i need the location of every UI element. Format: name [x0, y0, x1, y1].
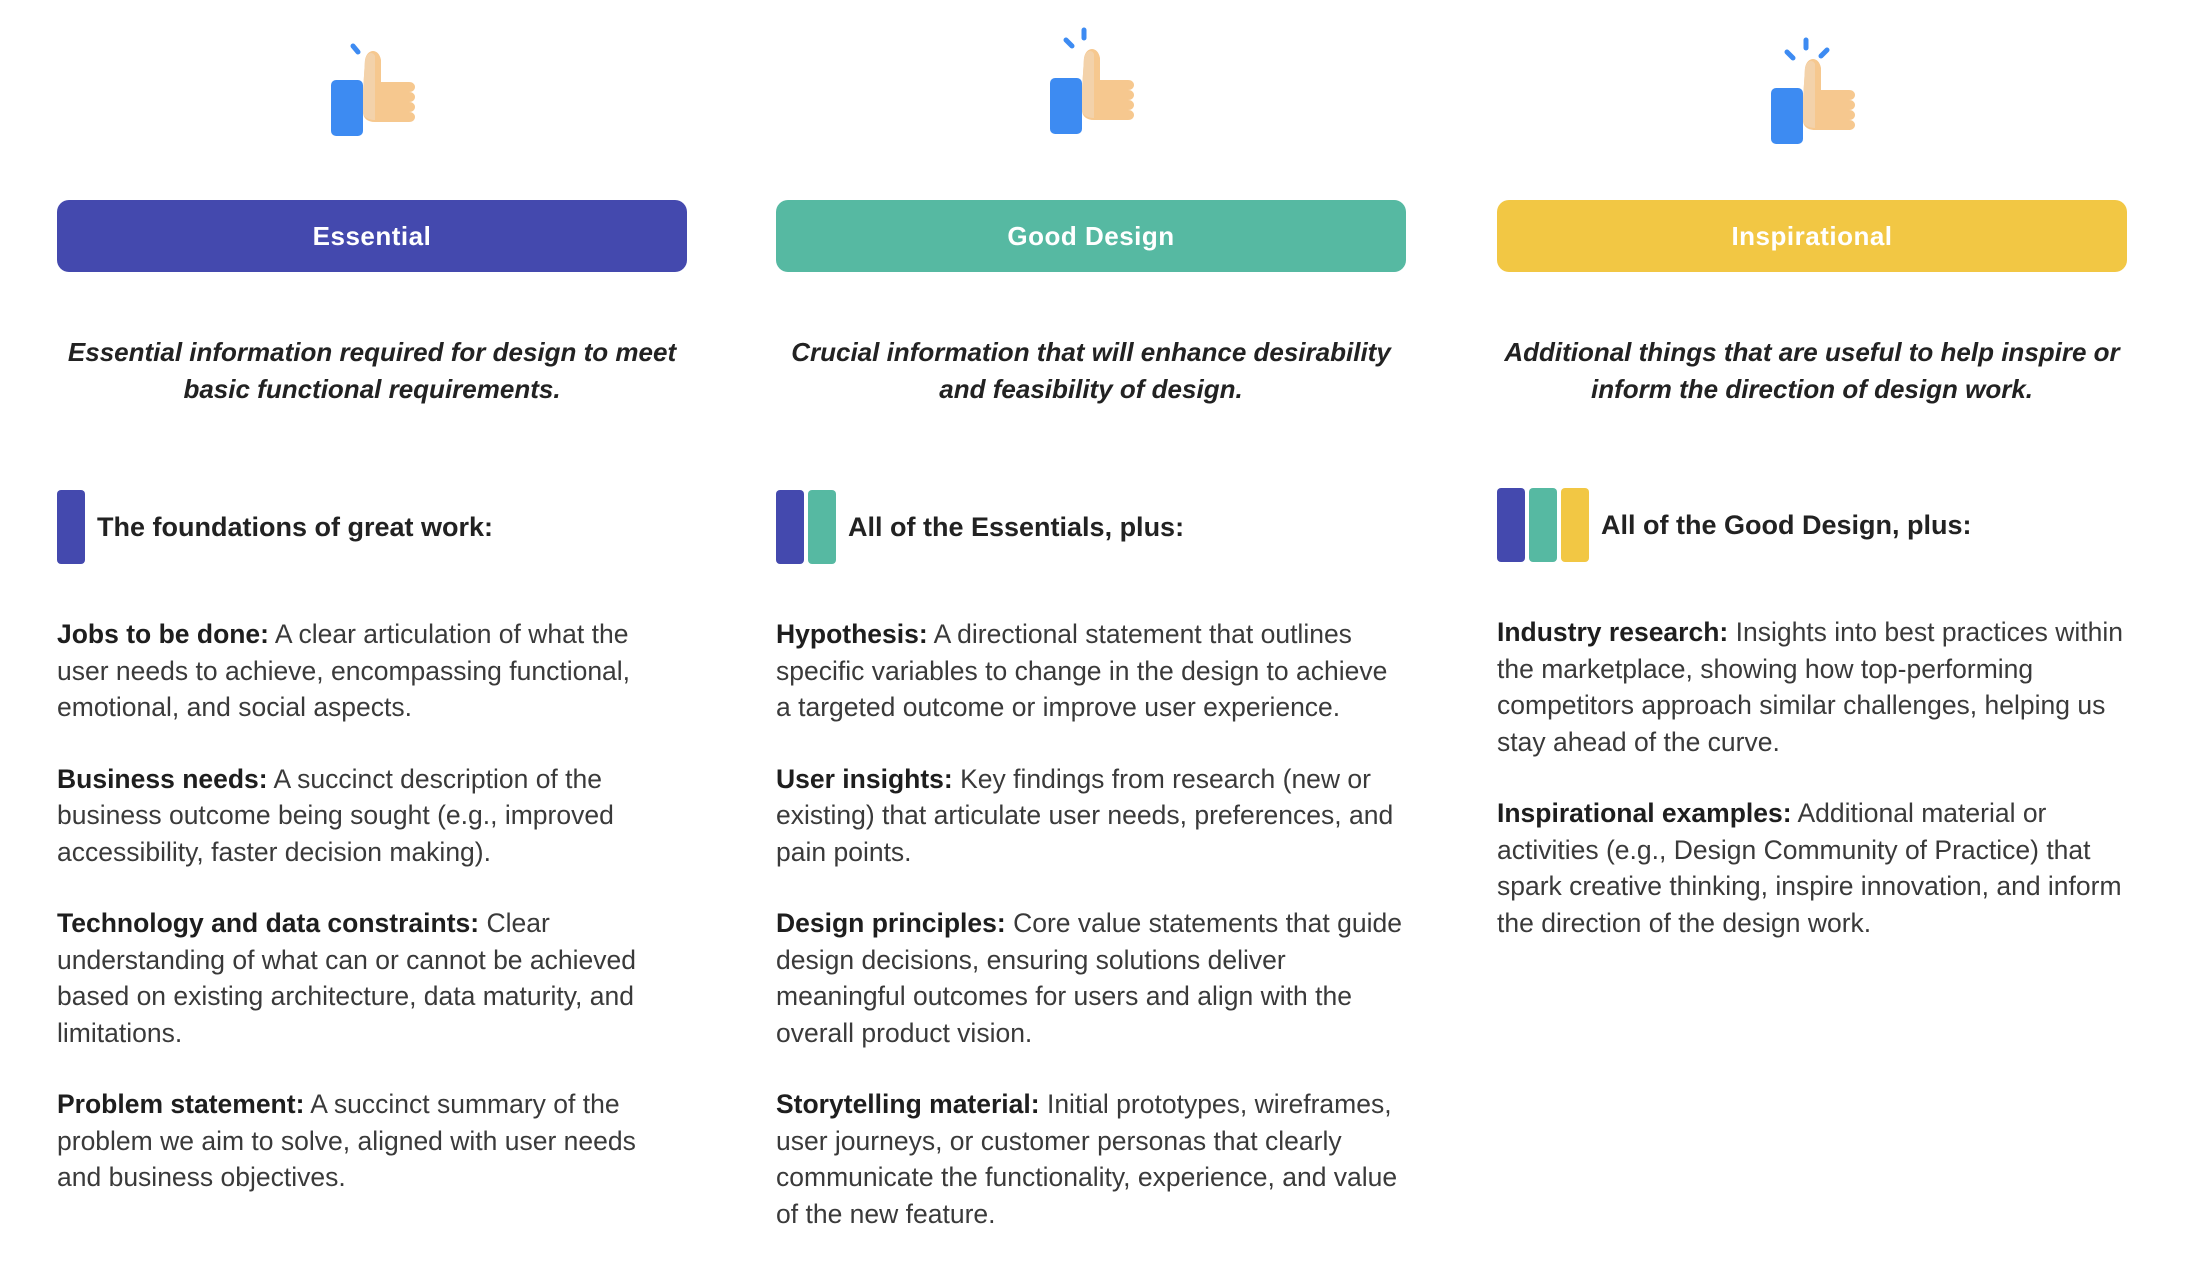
thumbs-up-icon — [1757, 36, 1867, 148]
swatch-essential — [776, 490, 804, 564]
list-item: Problem statement: A succinct summary of the problem we aim to solve, aligned with user needs and business objectives. — [57, 1089, 636, 1192]
column-inspirational — [1497, 0, 2127, 976]
list-item: Technology and data constraints: Clear understanding of what can or cannot be achieved based on existing architecture, data maturity, and limitations. — [57, 908, 636, 1048]
level-label: All of the Good Design, plus: — [1601, 509, 1972, 540]
thumbs-up-icon — [1036, 26, 1146, 138]
level-label: The foundations of great work: — [97, 511, 493, 542]
category-inspirational: Inspirational — [1497, 200, 2127, 272]
list-item: Jobs to be done: A clear articulation of what the user needs to achieve, encompassing functional, emotional, and social aspects. — [57, 619, 631, 722]
level-swatches — [1497, 488, 1589, 562]
criteria-list — [776, 616, 1406, 1232]
list-item: Storytelling material: Initial prototypes, wireframes, user journeys, or customer personas that clearly communicate the functionality, experience, and value of the new feature. — [776, 1089, 1398, 1229]
swatch-good-design — [1529, 488, 1557, 562]
level-header — [57, 490, 687, 564]
swatch-inspirational — [1561, 488, 1589, 562]
list-item: Hypothesis: A directional statement that outlines specific variables to change in the design to achieve a targeted outcome or improve user experience. — [776, 619, 1388, 722]
level-swatches — [776, 490, 836, 564]
level-label: All of the Essentials, plus: — [848, 511, 1185, 542]
level-swatches — [57, 490, 85, 564]
level-header — [776, 490, 1406, 564]
criteria-list — [57, 616, 687, 1196]
category-good-design: Good Design — [776, 200, 1406, 272]
list-item: Industry research: Insights into best practices within the marketplace, showing how top-performing competitors approach similar challenges, helping us stay ahead of the curve. — [1497, 617, 2123, 757]
column-good-design — [776, 0, 1406, 1267]
swatch-good-design — [808, 490, 836, 564]
level-header — [1497, 488, 2127, 562]
list-item: Business needs: A succinct description of the business outcome being sought (e.g., improved accessibility, faster decision making). — [57, 763, 614, 867]
swatch-essential — [57, 490, 85, 564]
thumbs-up-icon — [317, 32, 427, 138]
tagline: Crucial information that will enhance desirability and feasibility of design. — [791, 337, 1391, 404]
category-essential: Essential — [57, 200, 687, 272]
list-item: Design principles: Core value statements that guide design decisions, ensuring solutions deliver meaningful outcomes for users and align with the overall product vision. — [776, 908, 1402, 1048]
swatch-essential — [1497, 488, 1525, 562]
column-essential — [57, 0, 687, 1231]
tagline: Additional things that are useful to help inspire or inform the direction of design work. — [1504, 337, 2120, 404]
list-item: User insights: Key findings from research (new or existing) that articulate user needs, preferences, and pain points. — [776, 763, 1394, 867]
criteria-list — [1497, 614, 2127, 941]
list-item: Inspirational examples: Additional material or activities (e.g., Design Community of Practice) that spark creative thinking, inspire innovation, and inform the direction of the design work. — [1497, 798, 2122, 938]
tagline: Essential information required for design to meet basic functional requirements. — [67, 337, 677, 404]
